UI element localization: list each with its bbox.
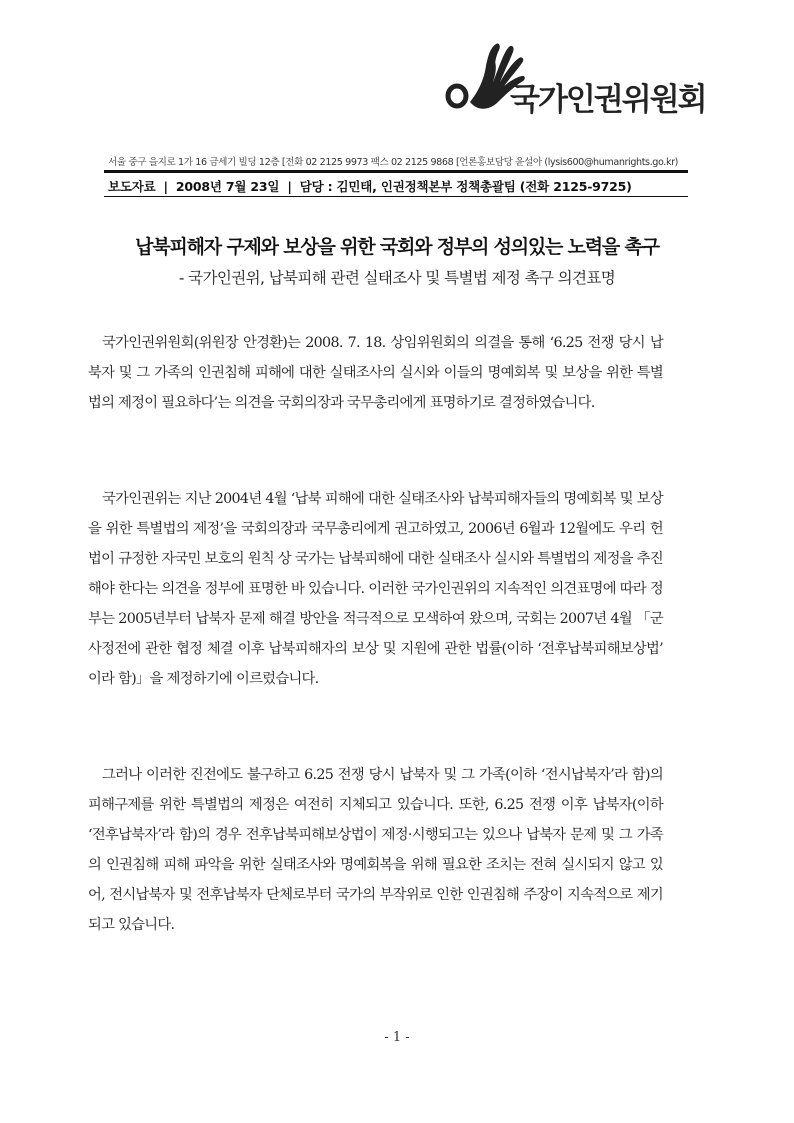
body-paragraph-2: 국가인권위는 지난 2004년 4월 ‘납북 피해에 대한 실태조사와 납북피해자들의 명예회복 및 보상을 위한 특별법의 제정’을 국회의장과 국무총리에게 권고하였고, 2006년 6월과 12월에도 우리 헌법이 규정한 자국민 보호의 원칙 상 국가는 납북피해에 대한 실태조사 실시와 특별법의 제정을 추진해야 한다는 의견을 정부에 표명한 바 있습니다. 이러한 국가인권위의 지속적인 의견표명에 따라 정부는 2005년부터 납북자 문제 해결 방안을 적극적으로 모색하여 왔으며, 국회는 2007년 4월 「군사정전에 관한 협정 체결 이후 납북피해자의 보상 및 지원에 관한 법률(이하 ‘전후납북피해보상법’ 이라 함)」을 제정하기에 이르렀습니다. — [88, 491, 663, 687]
header-divider-thick — [104, 170, 688, 173]
press-release-label: 보도자료 — [108, 179, 156, 194]
release-date: 2008년 7월 23일 — [175, 179, 280, 194]
org-logo — [440, 40, 706, 120]
body-paragraph-1: 국가인권위원회(위원장 안경환)는 2008. 7. 18. 상임위원회의 의결을 통해 ‘6.25 전쟁 당시 납북자 및 그 가족의 인권침해 피해에 대한 실태조사의 실시와 이들의 명예회복 및 보상을 위한 특별법의 제정이 필요하다’는 의견을 국회의장과 국무총리에게 표명하기로 결정하였습니다. — [88, 335, 663, 411]
separator: | — [163, 179, 168, 194]
body-paragraph-3: 그러나 이러한 진전에도 불구하고 6.25 전쟁 당시 납북자 및 그 가족(이하 ‘전시납북자’라 함)의 피해구제를 위한 특별법의 제정은 여전히 지체되고 있습니다. 또한, 6.25 전쟁 이후 납북자(이하 ‘전후납북자’라 함)의 경우 전후납북피해보상법이 제정·시행되고는 있으나 납북자 문제 및 그 가족의 인권침해 피해 파악을 위한 실태조사와 명예회복을 위해 필요한 조치는 전혀 실시되지 않고 있어, 전시납북자 및 전후납북자 단체로부터 국가의 부작위로 인한 인권침해 주장이 지속적으로 제기 되고 있습니다. — [88, 767, 663, 933]
document-subtitle: - 국가인권위, 납북피해 관련 실태조사 및 특별법 제정 촉구 의견표명 — [178, 269, 616, 287]
press-info-line — [108, 177, 688, 195]
contact-person: 담당 : 김민태, 인권정책본부 정책총괄팀 (전화 2125-9725) — [299, 179, 632, 194]
contact-address-line: 서울 중구 을지로 1가 16 금세기 빌딩 12층 [전화 02 2125 9973 팩스 02 2125 9868 [언론홍보담당 윤설아 (lysis600@humanrights.go.kr) — [108, 157, 678, 168]
separator: | — [287, 179, 292, 194]
page-number: - 1 - — [384, 1030, 410, 1045]
document-title: 납북피해자 구제와 보상을 위한 국회와 정부의 성의있는 노력을 촉구 — [135, 236, 659, 258]
org-name-logo-text: 국가인권위원회 — [510, 82, 706, 118]
header-divider-thin — [104, 196, 688, 197]
